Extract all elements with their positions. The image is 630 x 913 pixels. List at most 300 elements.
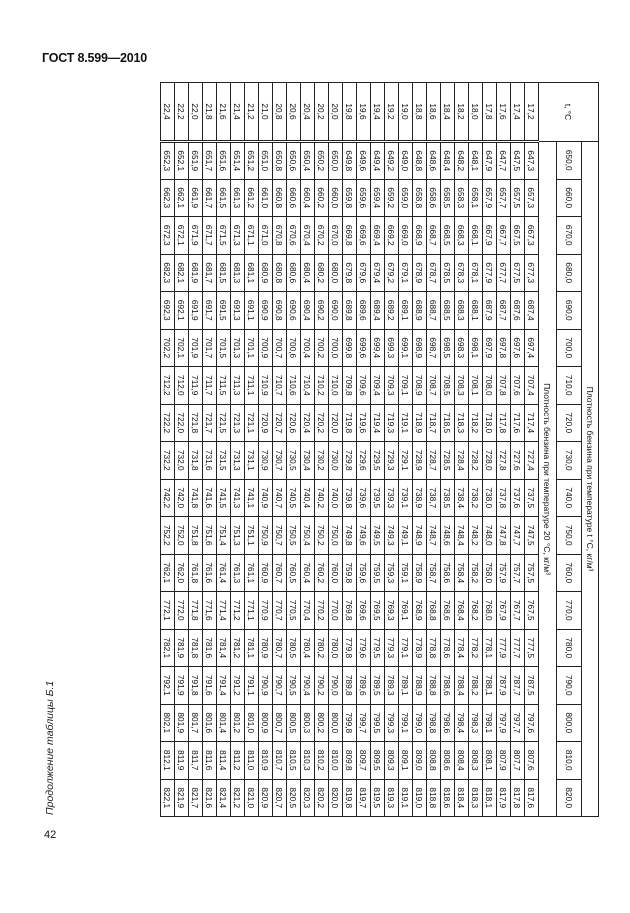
- density-cell: 807,9: [497, 742, 511, 780]
- density-cell: 697,4: [525, 329, 539, 367]
- density-cell: 658,3: [455, 179, 469, 217]
- temperature-cell: 22,2: [175, 83, 189, 142]
- density-cell: 747,7: [511, 517, 525, 555]
- density-cell: 648,8: [413, 142, 427, 180]
- temperature-cell: 20,6: [287, 83, 301, 142]
- table-row: [273, 83, 287, 817]
- density-cell: 748,2: [469, 517, 483, 555]
- density-cell: 810,0: [329, 742, 343, 780]
- density-cell: 660,4: [301, 179, 315, 217]
- density-cell: 801,4: [217, 704, 231, 742]
- density-cell: 772,1: [161, 592, 175, 630]
- density-cell: 741,3: [231, 479, 245, 517]
- density-cell: 792,1: [161, 667, 175, 705]
- density-cell: 687,7: [497, 292, 511, 330]
- density-cell: 711,9: [189, 367, 203, 405]
- density-cell: 699,8: [343, 329, 357, 367]
- density-cell: 679,4: [371, 254, 385, 292]
- density-cell: 647,9: [483, 142, 497, 180]
- density-cell: 778,8: [427, 629, 441, 667]
- density-cell: 730,7: [273, 442, 287, 480]
- density-cell: 720,4: [301, 404, 315, 442]
- density-cell: 771,8: [189, 592, 203, 630]
- density-cell: 799,7: [357, 704, 371, 742]
- density-cell: 801,6: [203, 704, 217, 742]
- density-cell: 807,6: [525, 742, 539, 780]
- density-cell: 818,3: [469, 779, 483, 817]
- density-cell: 820,5: [287, 779, 301, 817]
- density-cell: 711,7: [203, 367, 217, 405]
- density-cell: 810,7: [273, 742, 287, 780]
- density-cell: 697,8: [497, 329, 511, 367]
- density-cell: 699,1: [399, 329, 413, 367]
- density-cell: 761,6: [203, 554, 217, 592]
- density-cell: 739,1: [399, 479, 413, 517]
- density-cell: 748,9: [413, 517, 427, 555]
- density-cell: 650,8: [273, 142, 287, 180]
- table-row: [329, 83, 343, 817]
- density-cell: 821,0: [245, 779, 259, 817]
- density-cell: 778,2: [469, 629, 483, 667]
- density-cell: 799,1: [399, 704, 413, 742]
- density-cell: 688,1: [469, 292, 483, 330]
- density-cell: 759,8: [343, 554, 357, 592]
- column-header: 770,0: [557, 592, 582, 630]
- density-cell: 820,2: [315, 779, 329, 817]
- density-cell: 728,4: [455, 442, 469, 480]
- density-cell: 687,4: [525, 292, 539, 330]
- density-cell: 688,5: [441, 292, 455, 330]
- density-cell: 819,3: [385, 779, 399, 817]
- density-cell: 662,3: [161, 179, 175, 217]
- density-cell: 712,2: [161, 367, 175, 405]
- density-cell: 780,4: [301, 629, 315, 667]
- density-cell: 757,9: [497, 554, 511, 592]
- density-cell: 681,9: [189, 254, 203, 292]
- density-cell: 708,0: [483, 367, 497, 405]
- density-cell: 719,4: [371, 404, 385, 442]
- density-cell: 790,4: [301, 667, 315, 705]
- density-cell: 668,5: [441, 217, 455, 255]
- density-cell: 741,5: [217, 479, 231, 517]
- density-cell: 671,5: [217, 217, 231, 255]
- density-cell: 762,0: [175, 554, 189, 592]
- density-cell: 811,0: [245, 742, 259, 780]
- density-cell: 727,8: [497, 442, 511, 480]
- table-row: [301, 83, 315, 817]
- density-cell: 749,5: [371, 517, 385, 555]
- density-cell: 671,1: [245, 217, 259, 255]
- density-cell: 702,1: [175, 329, 189, 367]
- temperature-cell: 20,2: [315, 83, 329, 142]
- density-cell: 769,3: [385, 592, 399, 630]
- density-cell: 750,0: [329, 517, 343, 555]
- density-cell: 781,9: [175, 629, 189, 667]
- density-cell: 749,3: [385, 517, 399, 555]
- density-cell: 770,9: [259, 592, 273, 630]
- density-cell: 720,0: [329, 404, 343, 442]
- density-cell: 670,6: [287, 217, 301, 255]
- density-cell: 770,4: [301, 592, 315, 630]
- density-cell: 691,9: [189, 292, 203, 330]
- density-cell: 709,6: [357, 367, 371, 405]
- density-cell: 779,8: [343, 629, 357, 667]
- density-cell: 821,9: [175, 779, 189, 817]
- density-cell: 748,6: [441, 517, 455, 555]
- density-cell: 740,5: [287, 479, 301, 517]
- density-cell: 682,1: [175, 254, 189, 292]
- table-row: [231, 83, 245, 817]
- table-row: [203, 83, 217, 817]
- column-header: 650,0: [557, 142, 582, 180]
- density-cell: 660,0: [329, 179, 343, 217]
- density-cell: 782,1: [161, 629, 175, 667]
- table-caption: Продолжение таблицы Б.1: [44, 680, 56, 815]
- density-cell: 649,4: [371, 142, 385, 180]
- density-cell: 751,6: [203, 517, 217, 555]
- density-cell: 721,3: [231, 404, 245, 442]
- density-cell: 670,4: [301, 217, 315, 255]
- density-cell: 709,3: [385, 367, 399, 405]
- density-cell: 788,1: [483, 667, 497, 705]
- density-cell: 800,5: [287, 704, 301, 742]
- density-cell: 759,6: [357, 554, 371, 592]
- density-cell: 708,3: [455, 367, 469, 405]
- temperature-cell: 19,8: [343, 83, 357, 142]
- density-cell: 658,1: [469, 179, 483, 217]
- density-cell: 710,9: [259, 367, 273, 405]
- density-cell: 791,1: [245, 667, 259, 705]
- density-cell: 779,6: [357, 629, 371, 667]
- density-cell: 739,6: [357, 479, 371, 517]
- table-row: [385, 83, 399, 817]
- density-cell: 760,7: [273, 554, 287, 592]
- density-cell: 718,0: [483, 404, 497, 442]
- density-cell: 691,1: [245, 292, 259, 330]
- density-cell: 739,8: [343, 479, 357, 517]
- density-cell: 728,7: [427, 442, 441, 480]
- density-cell: 681,3: [231, 254, 245, 292]
- density-cell: 648,2: [455, 142, 469, 180]
- density-cell: 680,4: [301, 254, 315, 292]
- temperature-cell: 17,8: [483, 83, 497, 142]
- column-header: 820,0: [557, 779, 582, 817]
- density-cell: 690,6: [287, 292, 301, 330]
- density-cell: 690,8: [273, 292, 287, 330]
- density-cell: 819,8: [343, 779, 357, 817]
- density-cell: 690,2: [315, 292, 329, 330]
- density-cell: 710,2: [315, 367, 329, 405]
- density-cell: 820,0: [329, 779, 343, 817]
- density-cell: 737,6: [511, 479, 525, 517]
- density-cell: 668,9: [413, 217, 427, 255]
- density-cell: 727,4: [525, 442, 539, 480]
- density-cell: 661,5: [217, 179, 231, 217]
- density-cell: 809,5: [371, 742, 385, 780]
- density-cell: 750,5: [287, 517, 301, 555]
- table-row: [161, 83, 175, 817]
- density-cell: 688,7: [427, 292, 441, 330]
- density-cell: 661,0: [259, 179, 273, 217]
- density-cell: 667,5: [511, 217, 525, 255]
- density-cell: 758,0: [483, 554, 497, 592]
- density-cell: 711,3: [231, 367, 245, 405]
- density-cell: 768,9: [413, 592, 427, 630]
- density-cell: 648,4: [441, 142, 455, 180]
- density-cell: 799,5: [371, 704, 385, 742]
- density-cell: 758,9: [413, 554, 427, 592]
- density-cell: 817,8: [511, 779, 525, 817]
- temperature-cell: 17,2: [525, 83, 539, 142]
- column-header: 810,0: [557, 742, 582, 780]
- density-cell: 781,8: [189, 629, 203, 667]
- density-cell: 689,8: [343, 292, 357, 330]
- density-cell: 682,3: [161, 254, 175, 292]
- density-cell: 791,2: [231, 667, 245, 705]
- density-cell: 732,0: [175, 442, 189, 480]
- density-cell: 760,2: [315, 554, 329, 592]
- density-cell: 767,7: [511, 592, 525, 630]
- density-cell: 812,1: [161, 742, 175, 780]
- density-cell: 799,0: [413, 704, 427, 742]
- density-cell: 689,6: [357, 292, 371, 330]
- density-cell: 661,9: [189, 179, 203, 217]
- density-cell: 750,7: [273, 517, 287, 555]
- temperature-cell: 20,8: [273, 83, 287, 142]
- density-cell: 779,1: [399, 629, 413, 667]
- density-cell: 657,9: [483, 179, 497, 217]
- density-cell: 719,3: [385, 404, 399, 442]
- density-cell: 777,7: [511, 629, 525, 667]
- density-cell: 770,7: [273, 592, 287, 630]
- stub-header: t, °C: [539, 83, 599, 142]
- density-cell: 717,8: [497, 404, 511, 442]
- density-cell: 690,4: [301, 292, 315, 330]
- density-cell: 649,2: [385, 142, 399, 180]
- density-cell: 789,5: [371, 667, 385, 705]
- density-cell: 708,1: [469, 367, 483, 405]
- table-row: [259, 83, 273, 817]
- density-cell: 809,0: [413, 742, 427, 780]
- density-cell: 687,9: [483, 292, 497, 330]
- column-header: 690,0: [557, 292, 582, 330]
- temperature-cell: 22,0: [189, 83, 203, 142]
- density-cell: 731,3: [231, 442, 245, 480]
- table-row: [343, 83, 357, 817]
- density-cell: 797,6: [525, 704, 539, 742]
- density-cell: 749,1: [399, 517, 413, 555]
- density-cell: 799,8: [343, 704, 357, 742]
- density-cell: 738,4: [455, 479, 469, 517]
- temperature-cell: 21,0: [259, 83, 273, 142]
- density-cell: 709,4: [371, 367, 385, 405]
- density-cell: 721,8: [189, 404, 203, 442]
- density-cell: 790,0: [329, 667, 343, 705]
- density-cell: 822,1: [161, 779, 175, 817]
- density-cell: 808,4: [455, 742, 469, 780]
- density-cell: 768,4: [455, 592, 469, 630]
- density-cell: 651,9: [189, 142, 203, 180]
- temperature-cell: 21,4: [231, 83, 245, 142]
- density-cell: 678,1: [469, 254, 483, 292]
- density-cell: 748,4: [455, 517, 469, 555]
- table-row: [497, 83, 511, 817]
- table-body: [161, 83, 539, 817]
- density-cell: 780,0: [329, 629, 343, 667]
- density-cell: 669,4: [371, 217, 385, 255]
- density-cell: 669,2: [385, 217, 399, 255]
- density-cell: 677,7: [497, 254, 511, 292]
- density-cell: 747,5: [525, 517, 539, 555]
- density-cell: 718,2: [469, 404, 483, 442]
- density-cell: 760,0: [329, 554, 343, 592]
- density-cell: 710,6: [287, 367, 301, 405]
- density-cell: 698,5: [441, 329, 455, 367]
- density-cell: 737,5: [525, 479, 539, 517]
- density-cell: 801,0: [245, 704, 259, 742]
- density-cell: 738,0: [483, 479, 497, 517]
- density-cell: 740,4: [301, 479, 315, 517]
- density-cell: 749,8: [343, 517, 357, 555]
- table-row: [525, 83, 539, 817]
- density-cell: 678,3: [455, 254, 469, 292]
- density-cell: 809,8: [343, 742, 357, 780]
- density-cell: 761,8: [189, 554, 203, 592]
- table-row: [287, 83, 301, 817]
- density-cell: 681,1: [245, 254, 259, 292]
- density-cell: 742,0: [175, 479, 189, 517]
- density-cell: 751,3: [231, 517, 245, 555]
- density-cell: 741,6: [203, 479, 217, 517]
- density-cell: 679,6: [357, 254, 371, 292]
- density-cell: 820,7: [273, 779, 287, 817]
- density-cell: 690,0: [329, 292, 343, 330]
- density-cell: 752,0: [175, 517, 189, 555]
- density-cell: 750,9: [259, 517, 273, 555]
- density-cell: 672,1: [175, 217, 189, 255]
- density-cell: 659,8: [343, 179, 357, 217]
- density-cell: 700,2: [315, 329, 329, 367]
- density-cell: 740,7: [273, 479, 287, 517]
- density-cell: 787,7: [511, 667, 525, 705]
- density-cell: 701,1: [245, 329, 259, 367]
- density-cell: 801,9: [175, 704, 189, 742]
- density-cell: 809,1: [399, 742, 413, 780]
- density-cell: 679,8: [343, 254, 357, 292]
- density-cell: 731,6: [203, 442, 217, 480]
- density-cell: 738,2: [469, 479, 483, 517]
- density-cell: 821,6: [203, 779, 217, 817]
- density-cell: 730,0: [329, 442, 343, 480]
- density-cell: 780,7: [273, 629, 287, 667]
- density-cell: 720,7: [273, 404, 287, 442]
- density-cell: 681,5: [217, 254, 231, 292]
- density-cell: 732,2: [161, 442, 175, 480]
- column-header: 720,0: [557, 404, 582, 442]
- density-cell: 677,9: [483, 254, 497, 292]
- density-cell: 649,0: [399, 142, 413, 180]
- density-cell: 740,2: [315, 479, 329, 517]
- density-cell: 660,8: [273, 179, 287, 217]
- density-cell: 750,2: [315, 517, 329, 555]
- density-cell: 658,5: [441, 179, 455, 217]
- density-cell: 680,9: [259, 254, 273, 292]
- density-cell: 688,9: [413, 292, 427, 330]
- density-cell: 797,7: [511, 704, 525, 742]
- density-cell: 788,4: [455, 667, 469, 705]
- density-cell: 819,5: [371, 779, 385, 817]
- table-row: [399, 83, 413, 817]
- density-cell: 808,3: [469, 742, 483, 780]
- density-cell: 668,7: [427, 217, 441, 255]
- density-cell: 728,5: [441, 442, 455, 480]
- density-cell: 817,9: [497, 779, 511, 817]
- density-cell: 820,3: [301, 779, 315, 817]
- density-cell: 771,1: [245, 592, 259, 630]
- density-cell: 658,6: [427, 179, 441, 217]
- density-cell: 698,3: [455, 329, 469, 367]
- density-cell: 710,4: [301, 367, 315, 405]
- temperature-cell: 17,6: [497, 83, 511, 142]
- density-cell: 729,6: [357, 442, 371, 480]
- density-cell: 740,9: [259, 479, 273, 517]
- density-cell: 661,7: [203, 179, 217, 217]
- density-cell: 658,8: [413, 179, 427, 217]
- density-cell: 680,0: [329, 254, 343, 292]
- density-cell: 789,1: [399, 667, 413, 705]
- density-cell: 739,3: [385, 479, 399, 517]
- density-cell: 721,1: [245, 404, 259, 442]
- temperature-cell: 18,6: [427, 83, 441, 142]
- density-cell: 771,6: [203, 592, 217, 630]
- density-cell: 661,2: [245, 179, 259, 217]
- density-cell: 702,2: [161, 329, 175, 367]
- density-cell: 781,2: [231, 629, 245, 667]
- density-cell: 710,7: [273, 367, 287, 405]
- table-row: [511, 83, 525, 817]
- temperature-cell: 20,4: [301, 83, 315, 142]
- density-cell: 811,4: [217, 742, 231, 780]
- density-cell: 768,8: [427, 592, 441, 630]
- density-cell: 651,7: [203, 142, 217, 180]
- density-cell: 757,5: [525, 554, 539, 592]
- density-cell: 800,9: [259, 704, 273, 742]
- density-cell: 821,2: [231, 779, 245, 817]
- density-cell: 808,8: [427, 742, 441, 780]
- density-cell: 737,8: [497, 479, 511, 517]
- density-cell: 719,1: [399, 404, 413, 442]
- density-cell: 660,6: [287, 179, 301, 217]
- density-cell: 811,7: [189, 742, 203, 780]
- density-cell: 818,1: [483, 779, 497, 817]
- density-cell: 701,5: [217, 329, 231, 367]
- density-cell: 681,7: [203, 254, 217, 292]
- density-cell: 667,7: [497, 217, 511, 255]
- density-cell: 741,1: [245, 479, 259, 517]
- density-cell: 760,9: [259, 554, 273, 592]
- density-cell: 720,9: [259, 404, 273, 442]
- density-cell: 818,4: [455, 779, 469, 817]
- density-cell: 689,4: [371, 292, 385, 330]
- density-cell: 811,9: [175, 742, 189, 780]
- temperature-cell: 19,6: [357, 83, 371, 142]
- density-cell: 789,3: [385, 667, 399, 705]
- density-cell: 739,5: [371, 479, 385, 517]
- density-cell: 718,3: [455, 404, 469, 442]
- column-header-row: [557, 83, 582, 817]
- density-cell: 707,6: [511, 367, 525, 405]
- temperature-cell: 18,0: [469, 83, 483, 142]
